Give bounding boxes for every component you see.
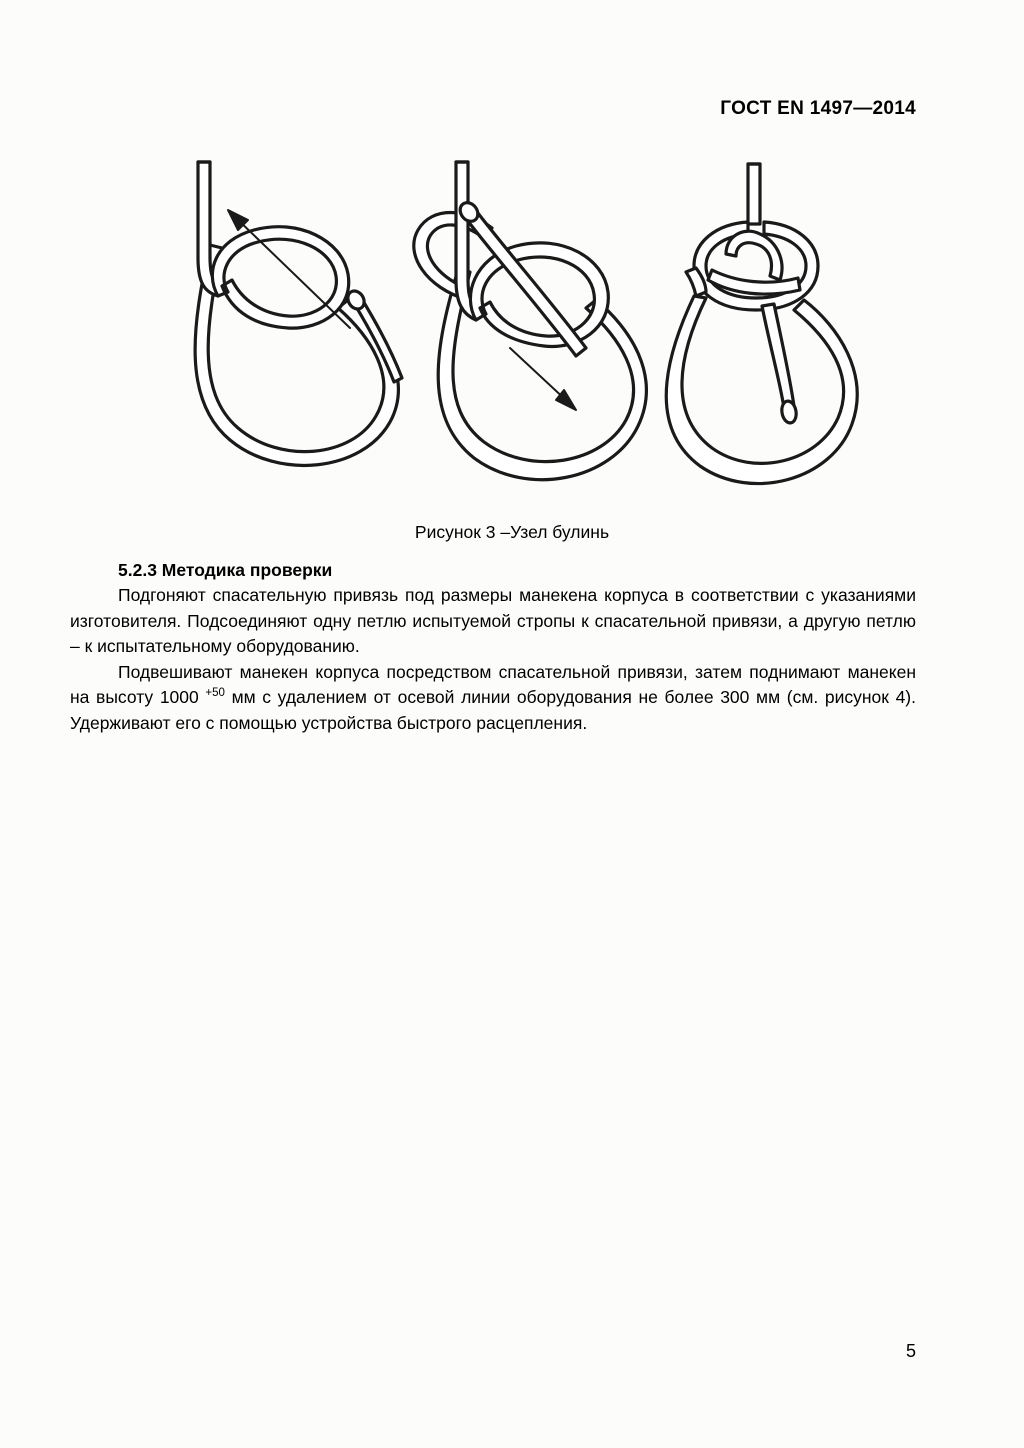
body-text-block	[70, 560, 916, 736]
paragraph-1-text: Подгоняют спасательную привязь под размеры манекена корпуса в соответствии с указаниями изготовителя. Подсоединяют одну петлю испытуемой стропы к спасательной привязи, а другую петлю – к испытательному оборудованию.	[70, 585, 916, 656]
paragraph-2	[70, 660, 916, 737]
paragraph-1	[70, 583, 916, 660]
paragraph-2-text-before-superscript: Подвешивают манекен корпуса посредством спасательной привязи, затем поднимают манекен на высоту 1000	[70, 661, 916, 707]
section-heading-5-2-3: 5.2.3 Методика проверки	[118, 560, 333, 580]
knot-panel-2	[414, 162, 647, 480]
paragraph-2-text-after-superscript: мм с удалением от осевой линии оборудования не более 300 мм (см. рисунок 4). Удерживают его с помощью устройства быстрого расцепления.	[70, 687, 917, 733]
tolerance-superscript: +50	[205, 687, 225, 700]
document-header-standard-number: ГОСТ EN 1497—2014	[720, 98, 916, 119]
page-number: 5	[905, 1341, 916, 1361]
figure-3-caption: Рисунок 3 –Узел булинь	[414, 522, 610, 542]
knot-panel-3	[666, 164, 857, 484]
knot-panel-1	[195, 162, 402, 465]
bowline-knot-diagram	[152, 150, 872, 500]
figure-3-block	[70, 150, 954, 543]
